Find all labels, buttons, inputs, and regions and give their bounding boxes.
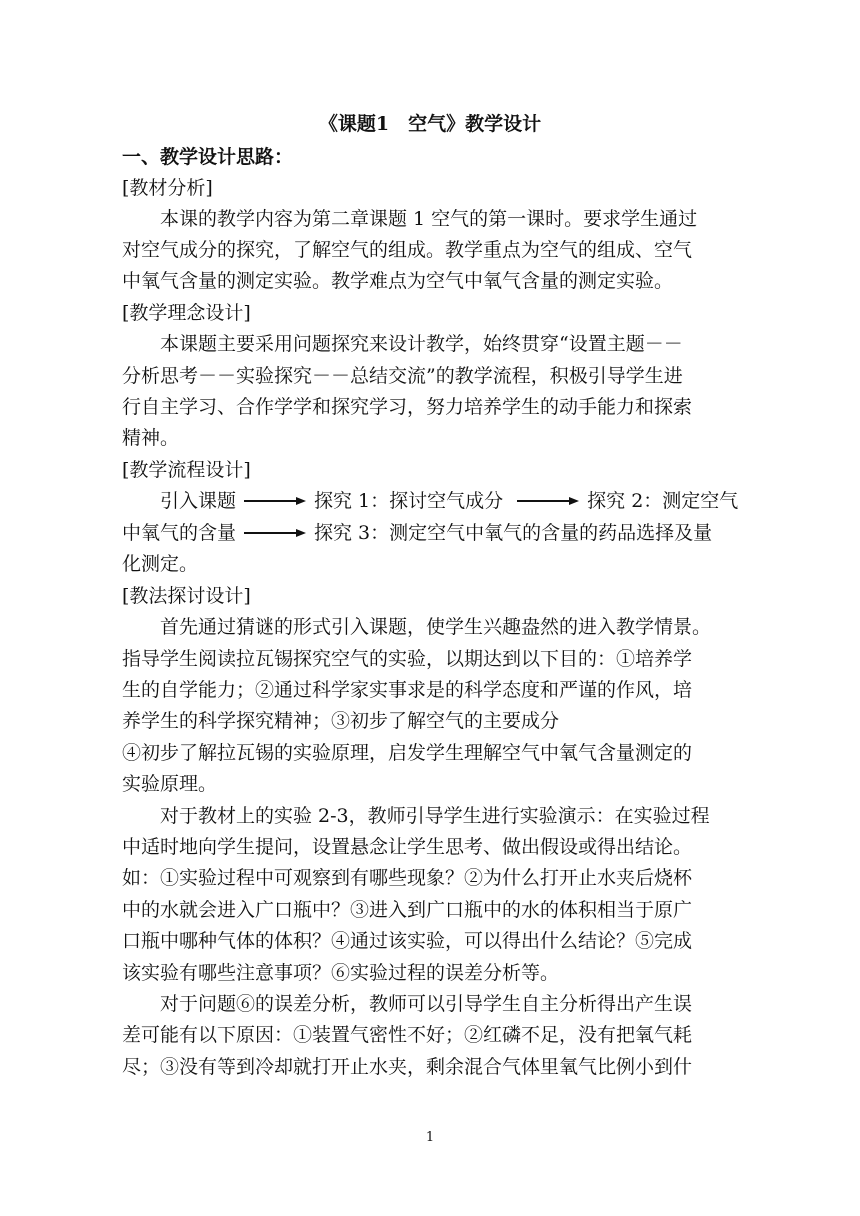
arrow-icon bbox=[244, 529, 306, 537]
flow-step-3: 探究 3：测定空气中氧气的含量的药品选择及量 bbox=[314, 522, 713, 544]
para-line: 本课题主要采用问题探究来设计教学，始终贯穿“设置主题－－ bbox=[122, 333, 683, 355]
heading-method: [教法探讨设计] bbox=[122, 585, 251, 607]
para-line: 中适时地向学生提问，设置悬念让学生思考、做出假设或得出结论。 bbox=[122, 836, 693, 858]
para-line: 养学生的科学探究精神；③初步了解空气的主要成分 bbox=[122, 710, 560, 732]
flow-step-intro: 引入课题 bbox=[160, 490, 237, 512]
section-heading: 一、教学设计思路： bbox=[122, 146, 294, 168]
arrow-icon bbox=[517, 497, 579, 505]
heading-concept: [教学理念设计] bbox=[122, 302, 251, 324]
heading-material: [教材分析] bbox=[122, 177, 213, 199]
para-line: 对空气成分的探究，了解空气的组成。教学重点为空气的组成、空气 bbox=[122, 239, 693, 261]
flow-step-2-cont: 中氧气的含量 bbox=[122, 522, 237, 544]
flow-step-1: 探究 1：探讨空气成分 bbox=[314, 490, 504, 512]
para-line: 行自主学习、合作学学和探究学习，努力培养学生的动手能力和探索 bbox=[122, 396, 693, 418]
para-line: 生的自学能力；②通过科学家实事求是的科学态度和严谨的作风，培 bbox=[122, 679, 693, 701]
para-line: 如：①实验过程中可观察到有哪些现象？②为什么打开止水夹后烧杯 bbox=[122, 867, 693, 889]
para-line: 分析思考－－实验探究－－总结交流”的教学流程，积极引导学生进 bbox=[122, 365, 683, 387]
para-line: 该实验有哪些注意事项？⑥实验过程的误差分析等。 bbox=[122, 962, 560, 984]
para-line: ④初步了解拉瓦锡的实验原理，启发学生理解空气中氧气含量测定的 bbox=[122, 742, 693, 764]
flow-row-2 bbox=[122, 521, 742, 545]
para-line: 本课的教学内容为第二章课题 1 空气的第一课时。要求学生通过 bbox=[122, 208, 698, 230]
page-title: 《课题1 空气》教学设计 bbox=[318, 113, 542, 135]
para-line: 口瓶中哪种气体的体积？④通过该实验，可以得出什么结论？⑤完成 bbox=[122, 930, 693, 952]
para-line: 对于问题⑥的误差分析，教师可以引导学生自主分析得出产生误 bbox=[122, 993, 693, 1015]
flow-step-2: 探究 2：测定空气 bbox=[587, 490, 739, 512]
para-line: 首先通过猜谜的形式引入课题，使学生兴趣盎然的进入教学情景。 bbox=[122, 616, 712, 638]
para-line: 中氧气含量的测定实验。教学难点为空气中氧气含量的测定实验。 bbox=[122, 270, 674, 292]
heading-flow: [教学流程设计] bbox=[122, 459, 251, 481]
page-number: 1 bbox=[425, 1130, 435, 1145]
para-line: 实验原理。 bbox=[122, 773, 218, 795]
flow-row-1 bbox=[122, 489, 742, 513]
para-line: 精神。 bbox=[122, 427, 180, 449]
arrow-icon bbox=[244, 497, 306, 505]
para-line: 指导学生阅读拉瓦锡探究空气的实验，以期达到以下目的：①培养学 bbox=[122, 648, 693, 670]
para-line: 中的水就会进入广口瓶中？③进入到广口瓶中的水的体积相当于原广 bbox=[122, 899, 693, 921]
para-line: 差可能有以下原因：①装置气密性不好；②红磷不足，没有把氧气耗 bbox=[122, 1024, 693, 1046]
para-line: 尽；③没有等到冷却就打开止水夹，剩余混合气体里氧气比例小到什 bbox=[122, 1056, 693, 1078]
para-line: 对于教材上的实验 2-3，教师引导学生进行实验演示：在实验过程 bbox=[122, 805, 710, 827]
flow-step-3-cont: 化测定。 bbox=[122, 553, 199, 575]
